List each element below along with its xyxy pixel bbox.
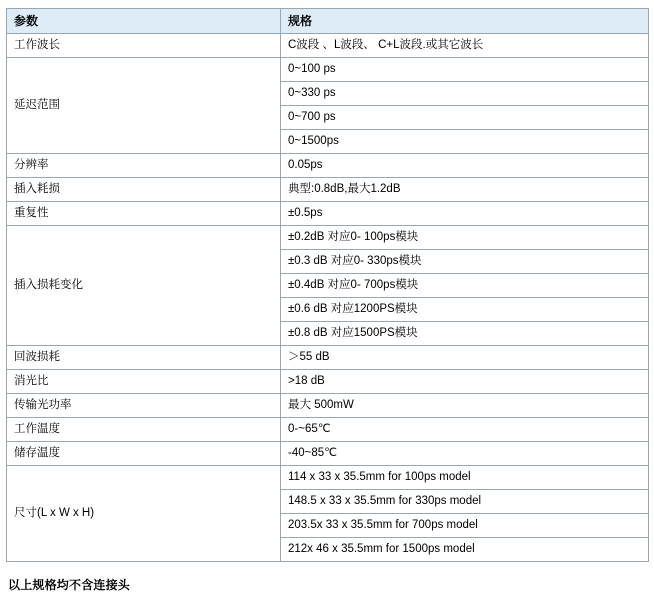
footer-note: 以上规格均不含连接头	[8, 578, 131, 592]
table-row	[7, 442, 649, 466]
table-row	[7, 346, 649, 370]
parameter-cell: 插入耗损	[7, 178, 281, 202]
value-cell: C波段 、L波段、 C+L波段.或其它波长	[281, 34, 649, 58]
table-row	[7, 34, 649, 58]
table-row	[7, 418, 649, 442]
parameter-cell: 传输光功率	[7, 394, 281, 418]
value-cell: 212x 46 x 35.5mm for 1500ps model	[281, 538, 649, 562]
value-cell: ＞55 dB	[281, 346, 649, 370]
value-cell: 114 x 33 x 35.5mm for 100ps model	[281, 466, 649, 490]
parameter-cell: 回波损耗	[7, 346, 281, 370]
column-header-specification: 规格	[281, 9, 649, 34]
value-cell: 203.5x 33 x 35.5mm for 700ps model	[281, 514, 649, 538]
value-cell: ±0.8 dB 对应1500PS模块	[281, 322, 649, 346]
specifications-table	[6, 8, 649, 562]
parameter-cell: 尺寸(L x W x H)	[7, 466, 281, 562]
parameter-cell: 分辨率	[7, 154, 281, 178]
parameter-cell: 消光比	[7, 370, 281, 394]
value-cell: ±0.5ps	[281, 202, 649, 226]
value-cell: ±0.3 dB 对应0- 330ps模块	[281, 250, 649, 274]
table-row	[7, 202, 649, 226]
table-header-row	[7, 9, 649, 34]
table-row	[7, 154, 649, 178]
table-body	[7, 34, 649, 562]
parameter-cell: 储存温度	[7, 442, 281, 466]
table-row	[7, 466, 649, 490]
value-cell: ±0.2dB 对应0- 100ps模块	[281, 226, 649, 250]
table-header	[7, 9, 649, 34]
parameter-cell: 工作温度	[7, 418, 281, 442]
table-row	[7, 226, 649, 250]
value-cell: >18 dB	[281, 370, 649, 394]
parameter-cell: 工作波长	[7, 34, 281, 58]
table-row	[7, 394, 649, 418]
table-row	[7, 178, 649, 202]
value-cell: ±0.6 dB 对应1200PS模块	[281, 298, 649, 322]
value-cell: 148.5 x 33 x 35.5mm for 330ps model	[281, 490, 649, 514]
value-cell: 0.05ps	[281, 154, 649, 178]
value-cell: 最大 500mW	[281, 394, 649, 418]
value-cell: 0~100 ps	[281, 58, 649, 82]
value-cell: -40~85℃	[281, 442, 649, 466]
parameter-cell: 插入损耗变化	[7, 226, 281, 346]
value-cell: 0-~65℃	[281, 418, 649, 442]
parameter-cell: 延迟范围	[7, 58, 281, 154]
value-cell: 典型:0.8dB,最大1.2dB	[281, 178, 649, 202]
value-cell: 0~700 ps	[281, 106, 649, 130]
table-row	[7, 370, 649, 394]
column-header-parameter: 参数	[7, 9, 281, 34]
value-cell: 0~1500ps	[281, 130, 649, 154]
parameter-cell: 重复性	[7, 202, 281, 226]
value-cell: 0~330 ps	[281, 82, 649, 106]
table-row	[7, 58, 649, 82]
value-cell: ±0.4dB 对应0- 700ps模块	[281, 274, 649, 298]
